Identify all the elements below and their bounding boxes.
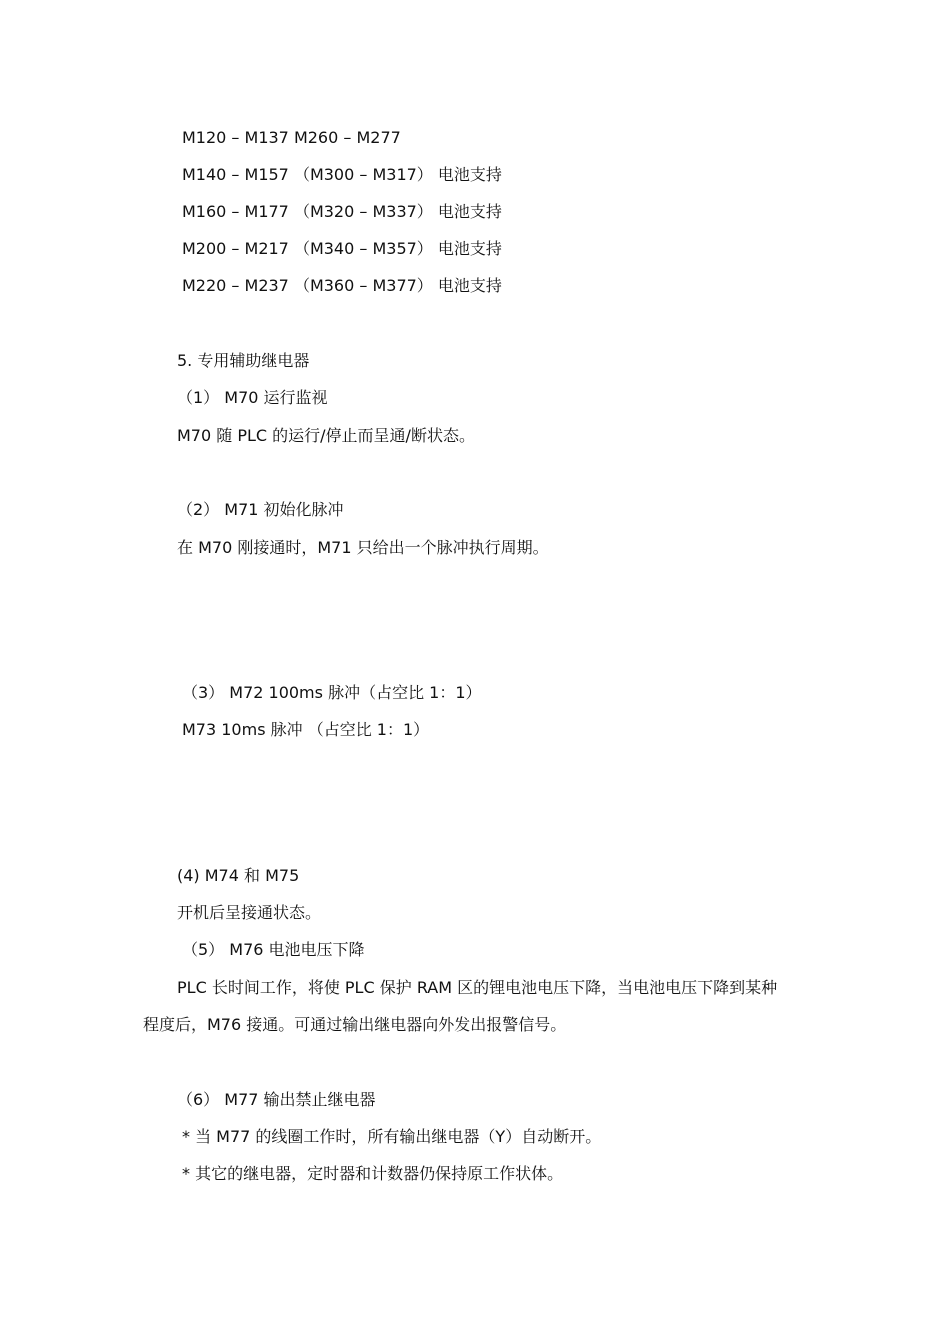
item-6-bullet-1: * 当 M77 的线圈工作时，所有输出继电器（Y）自动断开。 [182,1127,602,1146]
item-6-heading: （6） M77 输出禁止继电器 [177,1090,376,1109]
relay-range-line-4: M200 – M217 （M340 – M357） 电池支持 [182,239,502,258]
relay-range-line-3: M160 – M177 （M320 – M337） 电池支持 [182,202,502,221]
relay-range-line-5: M220 – M237 （M360 – M377） 电池支持 [182,276,502,295]
item-3-text: M73 10ms 脉冲 （占空比 1：1） [182,720,430,739]
item-5-heading: （5） M76 电池电压下降 [182,940,365,959]
item-1-heading: （1） M70 运行监视 [177,388,328,407]
relay-range-line-1: M120 – M137 M260 – M277 [182,128,401,147]
item-5-text-line-1: PLC 长时间工作，将使 PLC 保护 RAM 区的锂电池电压下降，当电池电压下降到某种 [177,978,778,997]
item-1-text: M70 随 PLC 的运行/停止而呈通/断状态。 [177,426,475,445]
relay-range-line-2: M140 – M157 （M300 – M317） 电池支持 [182,165,502,184]
item-4-text: 开机后呈接通状态。 [177,903,322,922]
item-4-heading: (4) M74 和 M75 [177,866,300,885]
item-6-bullet-2: * 其它的继电器，定时器和计数器仍保持原工作状体。 [182,1164,564,1183]
item-3-heading: （3） M72 100ms 脉冲（占空比 1：1） [182,683,482,702]
item-5-text-line-2: 程度后，M76 接通。可通过输出继电器向外发出报警信号。 [143,1015,567,1034]
item-2-text: 在 M70 刚接通时，M71 只给出一个脉冲执行周期。 [177,538,549,557]
section-heading: 5. 专用辅助继电器 [177,351,310,370]
item-2-heading: （2） M71 初始化脉冲 [177,500,344,519]
